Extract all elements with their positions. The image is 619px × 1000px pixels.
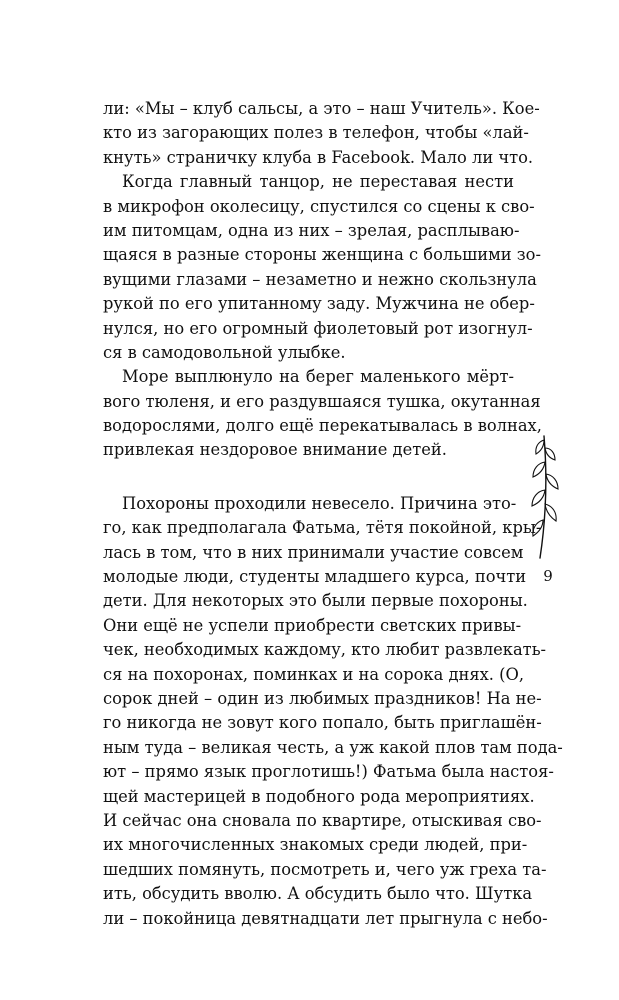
text-line: Они ещё не успели приобрести светских привы- <box>103 615 522 635</box>
text-line: ся в самодовольной улыбке. <box>103 342 346 362</box>
text-line: нулся, но его огромный фиолетовый рот изогнул- <box>103 318 533 338</box>
text-line: щаяся в разные стороны женщина с большими зо- <box>103 245 541 265</box>
text-line: го никогда не зовут кого попало, быть приглашён- <box>103 713 542 733</box>
text-line: го, как предполагала Фатьма, тётя покойной, кры- <box>103 518 542 538</box>
text-line: вущими глазами – незаметно и нежно скользнула <box>103 269 537 289</box>
text-line: ить, обсудить вволю. А обсудить было что. Шутка <box>103 884 533 904</box>
text-line: дети. Для некоторых это были первые похороны. <box>103 591 528 611</box>
paragraph-2 <box>103 170 541 365</box>
paragraph-4 <box>103 492 563 931</box>
text-line: вого тюленя, и его раздувшаяся тушка, окутанная <box>103 391 541 411</box>
leaf-sprig-icon <box>518 432 566 562</box>
page-number: 9 <box>543 567 553 585</box>
body-text <box>103 97 563 931</box>
text-line: шедших помянуть, посмотреть и, чего уж греха та- <box>103 859 547 879</box>
text-line: водорослями, долго ещё перекатывалась в волнах, <box>103 416 542 436</box>
text-line: сорок дней – один из любимых праздников! На не- <box>103 688 542 708</box>
text-line: Море выплюнуло на берег маленького мёрт- <box>122 367 514 387</box>
text-line: лась в том, что в них принимали участие совсем <box>103 542 524 562</box>
text-line: чек, необходимых каждому, кто любит развлекать- <box>103 640 547 660</box>
text-line: Похороны проходили невесело. Причина это- <box>122 493 517 513</box>
text-line: щей мастерицей в подобного рода мероприятиях. <box>103 786 535 806</box>
text-line: рукой по его упитанному заду. Мужчина не обер- <box>103 294 535 314</box>
text-line: их многочисленных знакомых среди людей, при- <box>103 835 528 855</box>
text-line: И сейчас она сновала по квартире, отыскивая сво- <box>103 810 542 830</box>
text-line: ют – прямо язык проглотишь!) Фатьма была настоя- <box>103 762 554 782</box>
text-line: ся на похоронах, поминках и на сорока днях. (О, <box>103 664 525 684</box>
text-line: им питомцам, одна из них – зрелая, расплываю- <box>103 220 520 240</box>
section-break <box>103 463 514 492</box>
text-line: в микрофон околесицу, спустился со сцены к сво- <box>103 196 535 216</box>
text-line: привлекая нездоровое внимание детей. <box>103 440 447 460</box>
text-line: кто из загорающих полез в телефон, чтобы «лай- <box>103 123 529 143</box>
text-line: ли – покойница девятнадцати лет прыгнула с небо- <box>103 908 548 928</box>
text-line: Когда главный танцор, не переставая нести <box>122 172 514 192</box>
paragraph-3 <box>103 365 542 463</box>
text-line: ли: «Мы – клуб сальсы, а это – наш Учитель». Кое- <box>103 99 540 118</box>
text-line: кнуть» страничку клуба в Facebook. Мало ли что. <box>103 147 534 167</box>
text-line: молодые люди, студенты младшего курса, почти <box>103 567 527 587</box>
paragraph-1 <box>103 97 540 170</box>
text-line: ным туда – великая честь, а уж какой плов там пода- <box>103 737 563 757</box>
